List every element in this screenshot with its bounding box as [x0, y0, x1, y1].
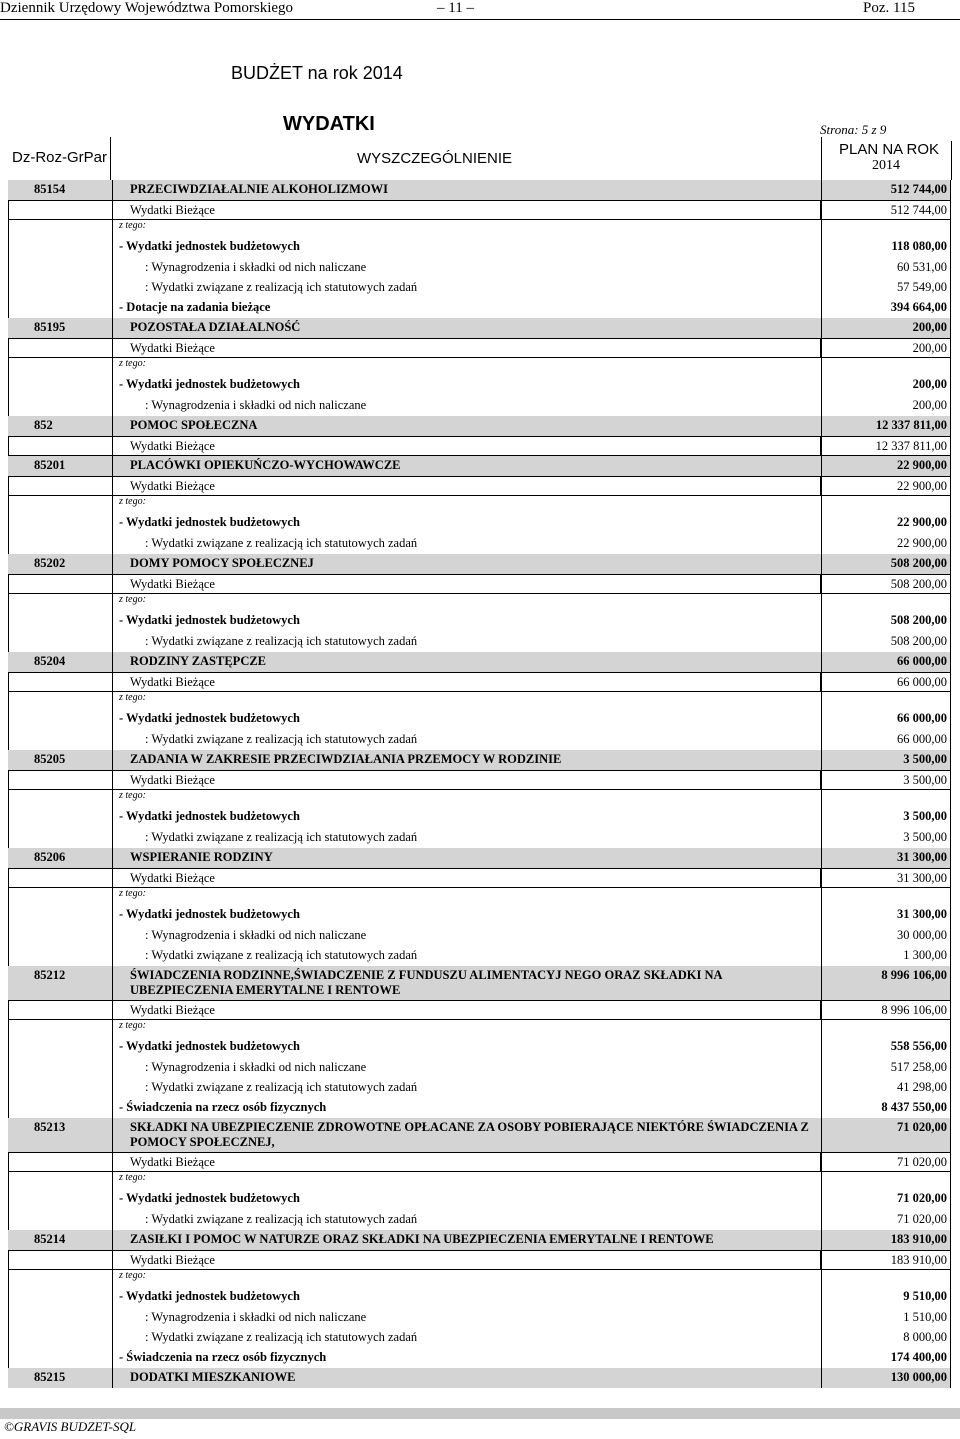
- row-description: - Świadczenia na rzecz osób fizycznych: [112, 1348, 821, 1368]
- row-value: 183 910,00: [821, 1230, 951, 1250]
- row-code: [8, 1033, 112, 1058]
- row-value: 508 200,00: [821, 632, 951, 652]
- row-code: [8, 233, 112, 258]
- sub-item-row: [8, 730, 951, 750]
- row-code: 85154: [34, 182, 66, 196]
- current-expenses-row: [8, 338, 951, 358]
- row-code: [8, 790, 112, 803]
- breakdown-label-row: [8, 358, 951, 371]
- row-description: - Wydatki jednostek budżetowych: [112, 1033, 821, 1058]
- breakdown-label-row: [8, 1020, 951, 1033]
- sub-item-row: [8, 632, 951, 652]
- row-code: 85214: [34, 1232, 66, 1246]
- row-description: DODATKI MIESZKANIOWE: [112, 1368, 821, 1388]
- row-value: 31 300,00: [821, 868, 951, 888]
- row-code: [8, 371, 112, 396]
- journal-title: Dziennik Urzędowy Województwa Pomorskiego: [0, 0, 294, 16]
- row-code: [8, 298, 112, 318]
- group-row: [8, 1185, 951, 1210]
- breakdown-label-row: [8, 790, 951, 803]
- row-code: [8, 534, 112, 554]
- row-code: [8, 1020, 112, 1033]
- section-row: [8, 750, 951, 770]
- breakdown-label-row: [8, 1270, 951, 1283]
- group-row: [8, 803, 951, 828]
- row-value: 60 531,00: [821, 258, 951, 278]
- current-expenses-row: [8, 1152, 951, 1172]
- section-row: [8, 180, 951, 200]
- page-label: Strona: 5 z 9: [820, 122, 887, 137]
- row-description: - Wydatki jednostek budżetowych: [112, 1185, 821, 1210]
- sub-item-row: [8, 534, 951, 554]
- row-description: Wydatki Bieżące: [112, 1152, 821, 1172]
- row-value: 558 556,00: [821, 1033, 951, 1058]
- row-value: 200,00: [821, 318, 951, 338]
- breakdown-label-row: [8, 220, 951, 233]
- row-code: 85213: [34, 1120, 66, 1134]
- row-description: WSPIERANIE RODZINY: [112, 848, 821, 868]
- row-value: 22 900,00: [821, 476, 951, 496]
- row-code: [8, 1172, 112, 1185]
- col-divider-2: [821, 137, 822, 180]
- row-value: 71 020,00: [821, 1185, 951, 1210]
- row-value: 12 337 811,00: [821, 436, 951, 456]
- row-description: POZOSTAŁA DZIAŁALNOŚĆ: [112, 318, 821, 338]
- row-value: 118 080,00: [821, 233, 951, 258]
- row-description: - Wydatki jednostek budżetowych: [112, 509, 821, 534]
- row-code: [8, 705, 112, 730]
- row-description: : Wydatki związane z realizacją ich statutowych zadań: [112, 1328, 821, 1348]
- row-value: 8 000,00: [821, 1328, 951, 1348]
- group-row: [8, 1033, 951, 1058]
- breakdown-label-row: [8, 594, 951, 607]
- row-value: 508 200,00: [821, 554, 951, 574]
- row-value: 130 000,00: [821, 1368, 951, 1388]
- row-code: [8, 888, 112, 901]
- row-description: - Dotacje na zadania bieżące: [112, 298, 821, 318]
- row-description: : Wynagrodzenia i składki od nich naliczane: [112, 1058, 821, 1078]
- row-description: - Wydatki jednostek budżetowych: [112, 901, 821, 926]
- row-code: [8, 1250, 112, 1270]
- row-description: Wydatki Bieżące: [112, 1250, 821, 1270]
- group-row: [8, 705, 951, 730]
- row-value: 1 510,00: [821, 1308, 951, 1328]
- row-description: : Wynagrodzenia i składki od nich naliczane: [112, 396, 821, 416]
- row-value: 9 510,00: [821, 1283, 951, 1308]
- col-header-code: Dz-Roz-GrPar: [12, 149, 108, 166]
- row-value: [821, 496, 951, 509]
- row-code: 85205: [34, 752, 66, 766]
- row-value: 41 298,00: [821, 1078, 951, 1098]
- row-description: DOMY POMOCY SPOŁECZNEJ: [112, 554, 821, 574]
- row-description: - Wydatki jednostek budżetowych: [112, 1283, 821, 1308]
- group-row: [8, 1348, 951, 1368]
- sub-item-row: [8, 258, 951, 278]
- current-expenses-row: [8, 574, 951, 594]
- row-description: z tego:: [112, 692, 821, 705]
- section-row: [8, 318, 951, 338]
- row-code: 85206: [34, 850, 66, 864]
- current-expenses-row: [8, 672, 951, 692]
- page-number: – 11 –: [437, 0, 474, 16]
- col-header-plan: PLAN NA ROK: [839, 141, 940, 158]
- row-description: z tego:: [112, 790, 821, 803]
- row-value: [821, 1270, 951, 1283]
- section-row: [8, 554, 951, 574]
- row-value: 512 744,00: [821, 180, 951, 200]
- section-title: WYDATKI: [283, 113, 375, 135]
- row-value: 22 900,00: [821, 456, 951, 476]
- row-value: 22 900,00: [821, 534, 951, 554]
- sub-item-row: [8, 828, 951, 848]
- row-code: [8, 496, 112, 509]
- row-code: [8, 1308, 112, 1328]
- row-value: 508 200,00: [821, 574, 951, 594]
- row-description: Wydatki Bieżące: [112, 574, 821, 594]
- row-description: - Wydatki jednostek budżetowych: [112, 705, 821, 730]
- row-code: [8, 200, 112, 220]
- row-description: z tego:: [112, 220, 821, 233]
- breakdown-label-row: [8, 888, 951, 901]
- row-description: - Świadczenia na rzecz osób fizycznych: [112, 1098, 821, 1118]
- section-row: [8, 848, 951, 868]
- row-value: 3 500,00: [821, 750, 951, 770]
- row-code: 85215: [34, 1370, 66, 1384]
- row-description: z tego:: [112, 1270, 821, 1283]
- row-description: SKŁADKI NA UBEZPIECZENIE ZDROWOTNE OPŁACANE ZA OSOBY POBIERAJĄCE NIEKTÓRE ŚWIADCZENIA Z POMOCY SPOŁECZNEJ,: [112, 1118, 821, 1152]
- col-header-desc: WYSZCZEGÓLNIENIE: [357, 150, 513, 167]
- row-value: 8 996 106,00: [821, 1000, 951, 1020]
- col-divider-3: [951, 141, 952, 180]
- row-description: : Wydatki związane z realizacją ich statutowych zadań: [112, 1210, 821, 1230]
- section-row: [8, 1368, 951, 1388]
- row-value: 200,00: [821, 371, 951, 396]
- row-code: 85201: [34, 458, 66, 472]
- row-value: 200,00: [821, 338, 951, 358]
- row-value: 8 996 106,00: [821, 966, 951, 1000]
- row-code: [8, 574, 112, 594]
- budget-title: BUDŻET na rok 2014: [231, 63, 403, 83]
- row-code: [8, 1185, 112, 1210]
- row-description: ZADANIA W ZAKRESIE PRZECIWDZIAŁANIA PRZEMOCY W RODZINIE: [112, 750, 821, 770]
- section-row: [8, 1118, 951, 1152]
- sub-item-row: [8, 926, 951, 946]
- row-description: POMOC SPOŁECZNA: [112, 416, 821, 436]
- row-code: [8, 1348, 112, 1368]
- row-description: z tego:: [112, 888, 821, 901]
- row-code: [8, 692, 112, 705]
- row-code: [8, 632, 112, 652]
- sub-item-row: [8, 1058, 951, 1078]
- row-description: - Wydatki jednostek budżetowych: [112, 607, 821, 632]
- row-description: - Wydatki jednostek budżetowych: [112, 803, 821, 828]
- row-description: Wydatki Bieżące: [112, 770, 821, 790]
- row-code: [8, 803, 112, 828]
- row-code: [8, 1058, 112, 1078]
- sub-item-row: [8, 396, 951, 416]
- section-row: [8, 652, 951, 672]
- row-value: 71 020,00: [821, 1152, 951, 1172]
- row-description: : Wydatki związane z realizacją ich statutowych zadań: [112, 632, 821, 652]
- section-row: [8, 416, 951, 436]
- group-row: [8, 607, 951, 632]
- current-expenses-row: [8, 868, 951, 888]
- row-code: [8, 946, 112, 966]
- row-code: [8, 476, 112, 496]
- sub-item-row: [8, 1210, 951, 1230]
- row-description: : Wydatki związane z realizacją ich statutowych zadań: [112, 1078, 821, 1098]
- row-description: Wydatki Bieżące: [112, 868, 821, 888]
- row-value: [821, 220, 951, 233]
- sub-item-row: [8, 278, 951, 298]
- row-code: 85202: [34, 556, 66, 570]
- row-value: 57 549,00: [821, 278, 951, 298]
- sub-item-row: [8, 1078, 951, 1098]
- row-value: 3 500,00: [821, 803, 951, 828]
- row-code: 85212: [34, 968, 66, 982]
- row-description: ŚWIADCZENIA RODZINNE,ŚWIADCZENIE Z FUNDUSZU ALIMENTACYJ NEGO ORAZ SKŁADKI NA UBEZPIECZENIA EMERYTALNE I RENTOWE: [112, 966, 821, 1000]
- sub-item-row: [8, 1308, 951, 1328]
- row-code: [8, 258, 112, 278]
- row-description: z tego:: [112, 1172, 821, 1185]
- position-number: Poz. 115: [863, 0, 915, 16]
- row-value: 8 437 550,00: [821, 1098, 951, 1118]
- row-value: 174 400,00: [821, 1348, 951, 1368]
- row-value: [821, 692, 951, 705]
- row-value: 31 300,00: [821, 848, 951, 868]
- row-description: - Wydatki jednostek budżetowych: [112, 371, 821, 396]
- row-code: [8, 828, 112, 848]
- row-code: [8, 1270, 112, 1283]
- section-row: [8, 1230, 951, 1250]
- row-description: : Wydatki związane z realizacją ich statutowych zadań: [112, 278, 821, 298]
- row-code: 852: [34, 418, 53, 432]
- row-value: 512 744,00: [821, 200, 951, 220]
- current-expenses-row: [8, 200, 951, 220]
- row-code: [8, 1000, 112, 1020]
- row-code: [8, 220, 112, 233]
- row-value: 22 900,00: [821, 509, 951, 534]
- row-code: [8, 338, 112, 358]
- current-expenses-row: [8, 770, 951, 790]
- row-description: Wydatki Bieżące: [112, 200, 821, 220]
- row-value: 31 300,00: [821, 901, 951, 926]
- group-row: [8, 901, 951, 926]
- row-description: z tego:: [112, 496, 821, 509]
- row-code: [8, 278, 112, 298]
- row-code: [8, 1098, 112, 1118]
- row-value: 3 500,00: [821, 770, 951, 790]
- section-row: [8, 966, 951, 1000]
- row-code: 85195: [34, 320, 66, 334]
- row-code: [8, 868, 112, 888]
- row-code: [8, 594, 112, 607]
- row-value: [821, 888, 951, 901]
- row-description: Wydatki Bieżące: [112, 476, 821, 496]
- row-description: : Wydatki związane z realizacją ich statutowych zadań: [112, 534, 821, 554]
- row-description: - Wydatki jednostek budżetowych: [112, 233, 821, 258]
- row-value: 508 200,00: [821, 607, 951, 632]
- row-code: [8, 1078, 112, 1098]
- budget-table: [8, 180, 951, 1388]
- row-description: : Wydatki związane z realizacją ich statutowych zadań: [112, 730, 821, 750]
- row-code: [8, 1328, 112, 1348]
- sub-item-row: [8, 1328, 951, 1348]
- row-value: 66 000,00: [821, 705, 951, 730]
- row-value: [821, 1020, 951, 1033]
- group-row: [8, 233, 951, 258]
- row-code: [8, 358, 112, 371]
- row-value: 66 000,00: [821, 672, 951, 692]
- row-value: 71 020,00: [821, 1210, 951, 1230]
- row-code: [8, 926, 112, 946]
- row-description: ZASIŁKI I POMOC W NATURZE ORAZ SKŁADKI NA UBEZPIECZENIA EMERYTALNE I RENTOWE: [112, 1230, 821, 1250]
- row-description: PRZECIWDZIAŁALNIE ALKOHOLIZMOWI: [112, 180, 821, 200]
- row-value: 183 910,00: [821, 1250, 951, 1270]
- row-description: : Wydatki związane z realizacją ich statutowych zadań: [112, 946, 821, 966]
- breakdown-label-row: [8, 692, 951, 705]
- current-expenses-row: [8, 1000, 951, 1020]
- col-header-year: 2014: [872, 158, 900, 173]
- row-code: [8, 509, 112, 534]
- group-row: [8, 1098, 951, 1118]
- row-code: [8, 1152, 112, 1172]
- row-code: [8, 672, 112, 692]
- row-code: [8, 1210, 112, 1230]
- row-value: [821, 1172, 951, 1185]
- group-row: [8, 371, 951, 396]
- row-value: [821, 790, 951, 803]
- row-code: [8, 730, 112, 750]
- row-description: : Wydatki związane z realizacją ich statutowych zadań: [112, 828, 821, 848]
- row-description: Wydatki Bieżące: [112, 1000, 821, 1020]
- chapter-expenses-row: [8, 436, 951, 456]
- current-expenses-row: [8, 476, 951, 496]
- row-description: z tego:: [112, 594, 821, 607]
- row-value: 517 258,00: [821, 1058, 951, 1078]
- row-value: 12 337 811,00: [821, 416, 951, 436]
- row-code: [8, 396, 112, 416]
- breakdown-label-row: [8, 496, 951, 509]
- footer-bar: [0, 1408, 960, 1419]
- row-code: [8, 901, 112, 926]
- row-description: : Wynagrodzenia i składki od nich naliczane: [112, 1308, 821, 1328]
- row-description: RODZINY ZASTĘPCZE: [112, 652, 821, 672]
- row-description: Wydatki Bieżące: [112, 672, 821, 692]
- col-divider-1: [110, 137, 111, 180]
- row-value: 30 000,00: [821, 926, 951, 946]
- row-code: 85204: [34, 654, 66, 668]
- row-value: 200,00: [821, 396, 951, 416]
- group-row: [8, 1283, 951, 1308]
- row-value: [821, 358, 951, 371]
- row-value: 394 664,00: [821, 298, 951, 318]
- page-header: [0, 0, 960, 18]
- row-description: Wydatki Bieżące: [112, 436, 821, 456]
- row-code: [8, 607, 112, 632]
- group-row: [8, 298, 951, 318]
- row-value: 66 000,00: [821, 652, 951, 672]
- row-code: [8, 770, 112, 790]
- current-expenses-row: [8, 1250, 951, 1270]
- row-description: : Wynagrodzenia i składki od nich naliczane: [112, 258, 821, 278]
- header-rule: [0, 19, 960, 20]
- row-value: [821, 594, 951, 607]
- row-code: [8, 436, 112, 456]
- sub-item-row: [8, 946, 951, 966]
- row-description: : Wynagrodzenia i składki od nich naliczane: [112, 926, 821, 946]
- row-value: 3 500,00: [821, 828, 951, 848]
- footer-text: ©GRAVIS BUDZET-SQL: [4, 1419, 137, 1434]
- section-row: [8, 456, 951, 476]
- row-value: 66 000,00: [821, 730, 951, 750]
- row-value: 1 300,00: [821, 946, 951, 966]
- row-code: [8, 1283, 112, 1308]
- row-description: Wydatki Bieżące: [112, 338, 821, 358]
- breakdown-label-row: [8, 1172, 951, 1185]
- group-row: [8, 509, 951, 534]
- row-description: z tego:: [112, 358, 821, 371]
- row-description: z tego:: [112, 1020, 821, 1033]
- row-description: PLACÓWKI OPIEKUŃCZO-WYCHOWAWCZE: [112, 456, 821, 476]
- row-value: 71 020,00: [821, 1118, 951, 1152]
